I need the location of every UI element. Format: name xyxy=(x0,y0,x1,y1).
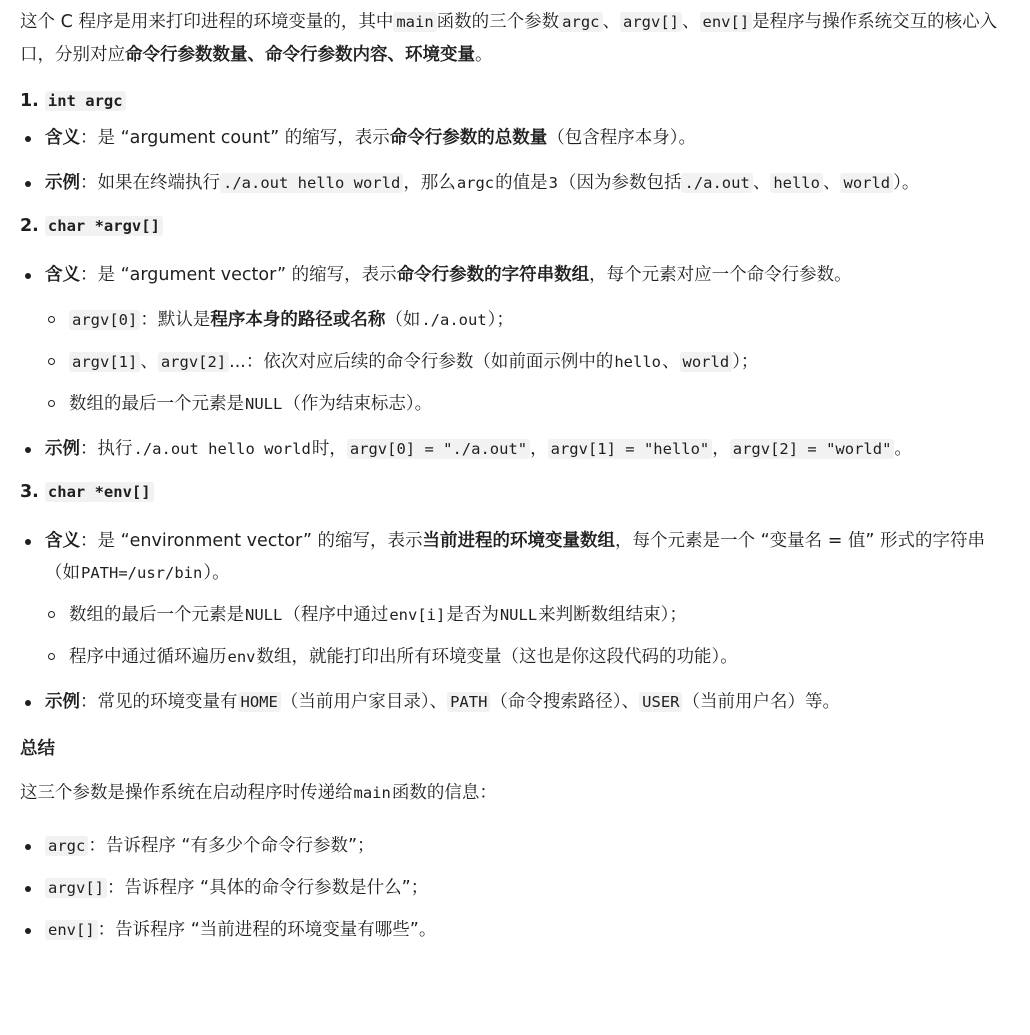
inline-code: main xyxy=(393,12,436,32)
item-text: ：告诉程序 “当前进程的环境变量有哪些”。 xyxy=(97,920,437,940)
inline-code: argv[] xyxy=(45,878,107,898)
item-label: 含义 xyxy=(45,128,80,148)
item-bold: 程序本身的路径或名称 xyxy=(210,310,386,330)
item-text: 数组的最后一个元素是 xyxy=(69,605,244,625)
item-text: （命令搜索路径）、 xyxy=(490,692,640,712)
item-text: ：默认是 xyxy=(140,310,211,330)
item-text: ：常见的环境变量有 xyxy=(80,692,238,712)
item-text: （当前用户家目录）、 xyxy=(280,692,448,712)
list-item xyxy=(20,167,1012,199)
list-item xyxy=(20,914,1012,946)
intro-text: 这个 C 程序是用来打印进程的环境变量的，其中 xyxy=(20,12,394,32)
section-number: 1. xyxy=(20,91,39,111)
item-label: 含义 xyxy=(45,531,80,551)
list-item xyxy=(20,830,1012,862)
inline-code: argv[2] = "world" xyxy=(730,439,895,459)
item-text: ...：依次对应后续的命令行参数（如前面示例中的 xyxy=(229,352,614,372)
inline-code: world xyxy=(840,173,893,193)
item-text: ，每个元素是一个 “变量名 = 值” 形式的字符串（如 xyxy=(45,531,986,583)
item-text: （当前用户名）等。 xyxy=(682,692,840,712)
inline-code: argc xyxy=(45,836,88,856)
list-item xyxy=(20,872,1012,904)
intro-text: 、 xyxy=(602,12,620,32)
item-text: ， xyxy=(530,439,548,459)
section-3-heading xyxy=(20,479,1012,505)
inline-code: ./a.out xyxy=(421,311,487,329)
item-text: ：如果在终端执行 xyxy=(80,173,220,193)
item-text: （程序中通过 xyxy=(283,605,389,625)
item-text: ）。 xyxy=(893,173,920,193)
sub-list-item xyxy=(20,388,1012,420)
section-2-list xyxy=(20,259,1012,465)
sub-list-item xyxy=(20,304,1012,336)
list-item xyxy=(20,433,1012,465)
item-text: ）。 xyxy=(203,563,230,583)
inline-code: argc xyxy=(456,174,495,192)
intro-text: 。 xyxy=(475,45,493,65)
inline-code: env[] xyxy=(45,920,98,940)
inline-code: hello xyxy=(770,173,823,193)
item-text: ）； xyxy=(732,352,759,372)
summary-text: 这三个参数是操作系统在启动程序时传递给 xyxy=(20,783,353,803)
inline-code: argv[0] = "./a.out" xyxy=(347,439,530,459)
item-text: ：告诉程序 “具体的命令行参数是什么”； xyxy=(107,878,429,898)
intro-bold: 命令行参数数量、命令行参数内容、环境变量 xyxy=(125,45,475,65)
heading-code: int argc xyxy=(45,91,126,111)
inline-code: PATH xyxy=(447,692,490,712)
sub-list-item xyxy=(20,599,1012,631)
inline-code: argv[2] xyxy=(158,352,229,372)
item-text: ：是 “argument count” 的缩写，表示 xyxy=(80,128,390,148)
section-number: 2. xyxy=(20,216,39,236)
sub-list-item xyxy=(20,346,1012,378)
summary-heading: 总结 xyxy=(20,739,55,759)
inline-code: argv[1] = "hello" xyxy=(548,439,713,459)
inline-code: argv[1] xyxy=(69,352,140,372)
item-text: ：是 “environment vector” 的缩写，表示 xyxy=(80,531,423,551)
item-text: ：是 “argument vector” 的缩写，表示 xyxy=(80,265,397,285)
item-label: 含义 xyxy=(45,265,80,285)
item-label: 示例 xyxy=(45,692,80,712)
item-text: （如 xyxy=(385,310,421,330)
item-text: ，那么 xyxy=(403,173,456,193)
item-text: 时， xyxy=(311,439,347,459)
item-label: 示例 xyxy=(45,173,80,193)
item-text: 、 xyxy=(752,173,771,193)
inline-code: argv[0] xyxy=(69,310,140,330)
inline-code: env[] xyxy=(700,12,753,32)
item-text: 、 xyxy=(662,352,680,372)
item-text: 、 xyxy=(140,352,158,372)
item-bold: 命令行参数的字符串数组 xyxy=(396,265,590,285)
list-item xyxy=(20,259,1012,291)
inline-code: PATH=/usr/bin xyxy=(81,564,203,582)
item-text: 的值是 xyxy=(495,173,548,193)
inline-code: hello xyxy=(614,353,662,371)
inline-code: NULL xyxy=(245,395,283,413)
inline-code: env[i] xyxy=(389,606,446,624)
heading-code: char *env[] xyxy=(45,482,154,502)
section-1-list xyxy=(20,122,1012,199)
sub-list-item xyxy=(20,641,1012,673)
inline-code: NULL xyxy=(245,606,283,624)
list-item xyxy=(20,122,1012,154)
intro-paragraph xyxy=(20,0,1012,72)
summary-list xyxy=(20,830,1012,946)
heading-code: char *argv[] xyxy=(45,216,163,236)
item-text: 程序中通过循环遍历 xyxy=(69,647,227,667)
intro-text: 函数的三个参数 xyxy=(436,12,560,32)
item-text: （作为结束标志）。 xyxy=(283,394,433,414)
item-text: （因为参数包括 xyxy=(558,173,682,193)
item-text: 、 xyxy=(822,173,841,193)
inline-code: argc xyxy=(559,12,602,32)
item-text: ，每个元素对应一个命令行参数。 xyxy=(589,265,852,285)
item-text: ：告诉程序 “有多少个命令行参数”； xyxy=(88,836,375,856)
inline-code: USER xyxy=(639,692,682,712)
item-text: ）； xyxy=(487,310,514,330)
item-text: ：执行 xyxy=(80,439,133,459)
item-text: ， xyxy=(712,439,730,459)
inline-code: NULL xyxy=(499,606,538,624)
section-2-heading xyxy=(20,213,1012,239)
item-bold: 命令行参数的总数量 xyxy=(389,128,548,148)
section-number: 3. xyxy=(20,482,39,502)
inline-code: ./a.out xyxy=(681,173,752,193)
inline-code: ./a.out hello world xyxy=(220,173,403,193)
item-text: （包含程序本身）。 xyxy=(547,128,697,148)
item-text: 是否为 xyxy=(446,605,499,625)
inline-code: world xyxy=(680,352,733,372)
inline-code: ./a.out hello world xyxy=(133,440,311,458)
list-item xyxy=(20,686,1012,718)
item-text: 来判断数组结束）； xyxy=(538,605,687,625)
inline-code: argv[] xyxy=(620,12,682,32)
section-1-heading xyxy=(20,88,1012,114)
item-text: 。 xyxy=(894,439,912,459)
item-label: 示例 xyxy=(45,439,80,459)
list-item xyxy=(20,525,1012,589)
intro-text: 是程序与操作系统交互的核心入口，分别对应 xyxy=(20,12,998,65)
section-3-list xyxy=(20,525,1012,718)
inline-code: 3 xyxy=(548,174,558,192)
item-bold: 当前进程的环境变量数组 xyxy=(422,531,616,551)
summary-paragraph xyxy=(20,780,1012,806)
inline-code: env xyxy=(227,648,256,666)
inline-code: main xyxy=(353,784,391,802)
item-text: 数组，就能打印出所有环境变量（这也是你这段代码的功能）。 xyxy=(256,647,738,667)
intro-text: 、 xyxy=(682,12,700,32)
inline-code: HOME xyxy=(238,692,281,712)
summary-text: 函数的信息： xyxy=(391,783,497,803)
item-text: 数组的最后一个元素是 xyxy=(69,394,244,414)
